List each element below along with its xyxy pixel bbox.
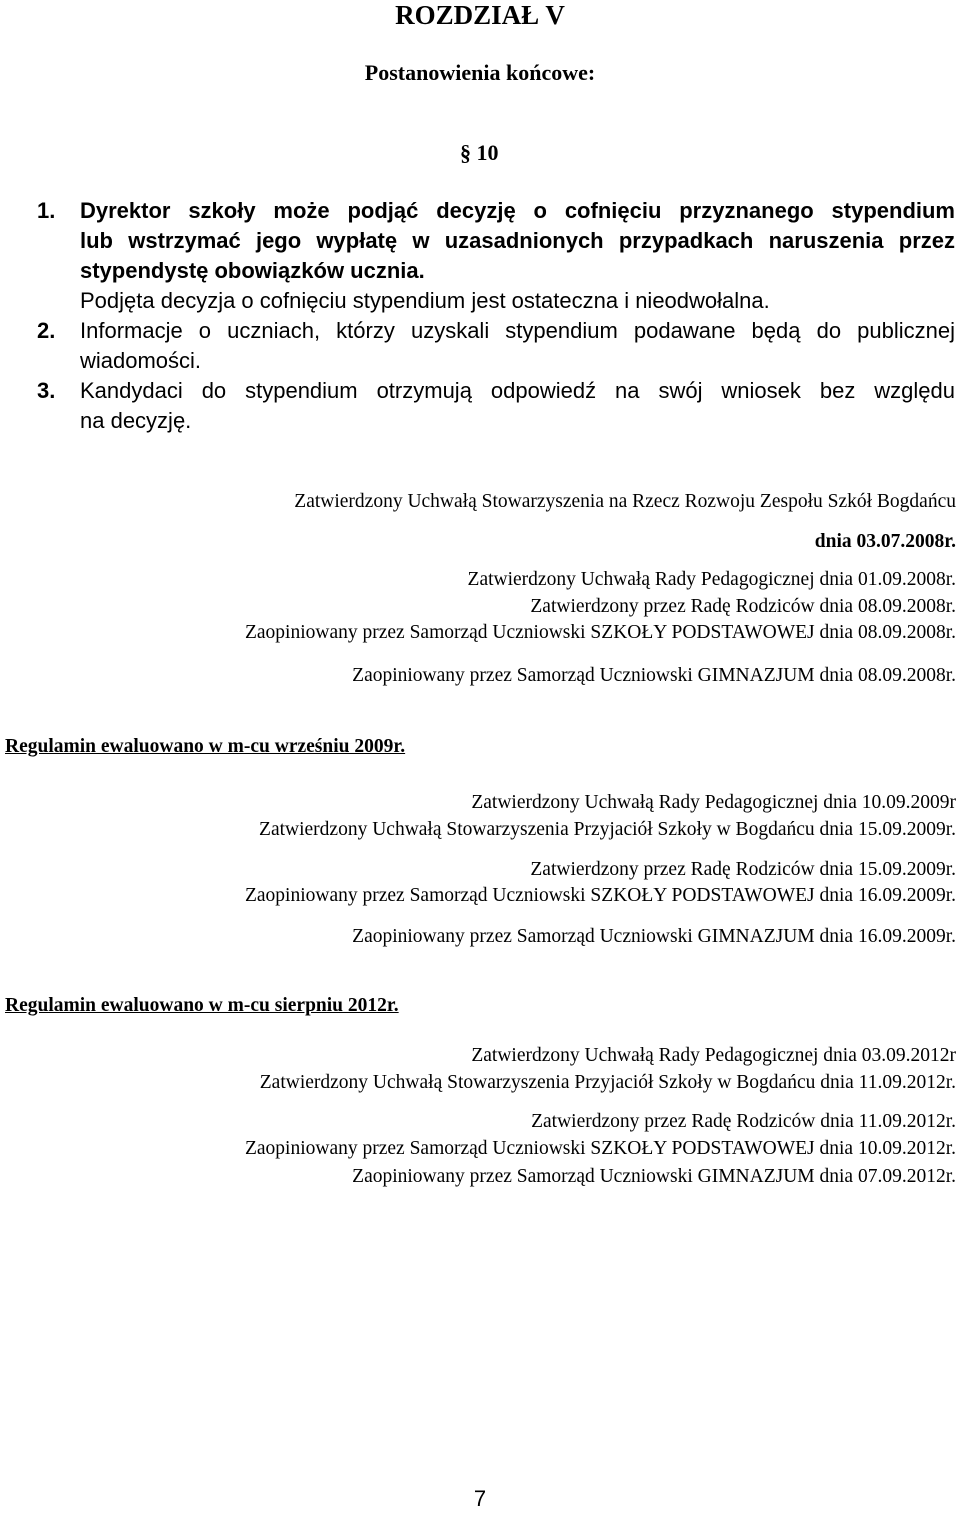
list-item-line: Kandydaci do stypendium otrzymują odpowiedź na swój wniosek bez względu (80, 378, 955, 403)
chapter-subtitle: Postanowienia końcowe: (364, 60, 596, 85)
list-item-line: Podjęta decyzja o cofnięciu stypendium jest ostateczna i nieodwołalna. (80, 288, 770, 313)
page-number: 7 (473, 1486, 487, 1511)
approval-line: Zatwierdzony Uchwałą Stowarzyszenia Przyjaciół Szkoły w Bogdańcu dnia 15.09.2009r. (259, 819, 956, 840)
approval-line: Zatwierdzony przez Radę Rodziców dnia 15.09.2009r. (530, 859, 956, 880)
approval-line: Zaopiniowany przez Samorząd Uczniowski GIMNAZJUM dnia 16.09.2009r. (352, 926, 956, 947)
list-item (37, 196, 955, 316)
list-item-number: 3. (37, 378, 56, 403)
list-item-line: stypendystę obowiązków ucznia. (80, 258, 425, 283)
provisions-list (37, 196, 955, 436)
list-item-line: wiadomości. (80, 348, 202, 373)
evaluation-heading: Regulamin ewaluowano w m-cu sierpniu 2012r. (5, 995, 399, 1016)
approval-line: Zatwierdzony przez Radę Rodziców dnia 08.09.2008r. (530, 596, 956, 617)
approval-line: Zatwierdzony Uchwałą Rady Pedagogicznej dnia 01.09.2008r. (467, 569, 956, 590)
approval-line: Zatwierdzony Uchwałą Stowarzyszenia na Rzecz Rozwoju Zespołu Szkół Bogdańcu (294, 491, 956, 512)
approval-line: Zatwierdzony Uchwałą Rady Pedagogicznej dnia 10.09.2009r (471, 792, 956, 813)
list-item-line: Informacje o uczniach, którzy uzyskali stypendium podawane będą do publicznej (80, 318, 955, 343)
list-item-line: na decyzję. (80, 408, 192, 433)
list-item (37, 316, 955, 376)
list-item-line: lub wstrzymać jego wypłatę w uzasadnionych przypadkach naruszenia przez (80, 228, 955, 253)
approval-line: Zaopiniowany przez Samorząd Uczniowski SZKOŁY PODSTAWOWEJ dnia 08.09.2008r. (244, 622, 956, 643)
approval-line: Zaopiniowany przez Samorząd Uczniowski GIMNAZJUM dnia 07.09.2012r. (352, 1166, 956, 1187)
approval-line: Zaopiniowany przez Samorząd Uczniowski SZKOŁY PODSTAWOWEJ dnia 16.09.2009r. (244, 885, 956, 906)
list-item-line: Dyrektor szkoły może podjąć decyzję o cofnięciu przyznanego stypendium (80, 198, 955, 223)
approval-line: Zaopiniowany przez Samorząd Uczniowski SZKOŁY PODSTAWOWEJ dnia 10.09.2012r. (244, 1138, 956, 1159)
list-item-number: 1. (37, 198, 56, 223)
chapter-title: ROZDZIAŁ V (395, 0, 565, 30)
approval-line: Zatwierdzony przez Radę Rodziców dnia 11.09.2012r. (531, 1111, 956, 1132)
section-number: § 10 (460, 140, 499, 165)
approval-line: Zatwierdzony Uchwałą Rady Pedagogicznej dnia 03.09.2012r (471, 1045, 956, 1066)
approval-line: Zatwierdzony Uchwałą Stowarzyszenia Przyjaciół Szkoły w Bogdańcu dnia 11.09.2012r. (259, 1072, 956, 1093)
list-item-number: 2. (37, 318, 56, 343)
list-item (37, 376, 955, 436)
approval-date: dnia 03.07.2008r. (814, 531, 956, 552)
approval-line: Zaopiniowany przez Samorząd Uczniowski GIMNAZJUM dnia 08.09.2008r. (352, 665, 956, 686)
evaluation-heading: Regulamin ewaluowano w m-cu wrześniu 2009r. (5, 736, 406, 757)
